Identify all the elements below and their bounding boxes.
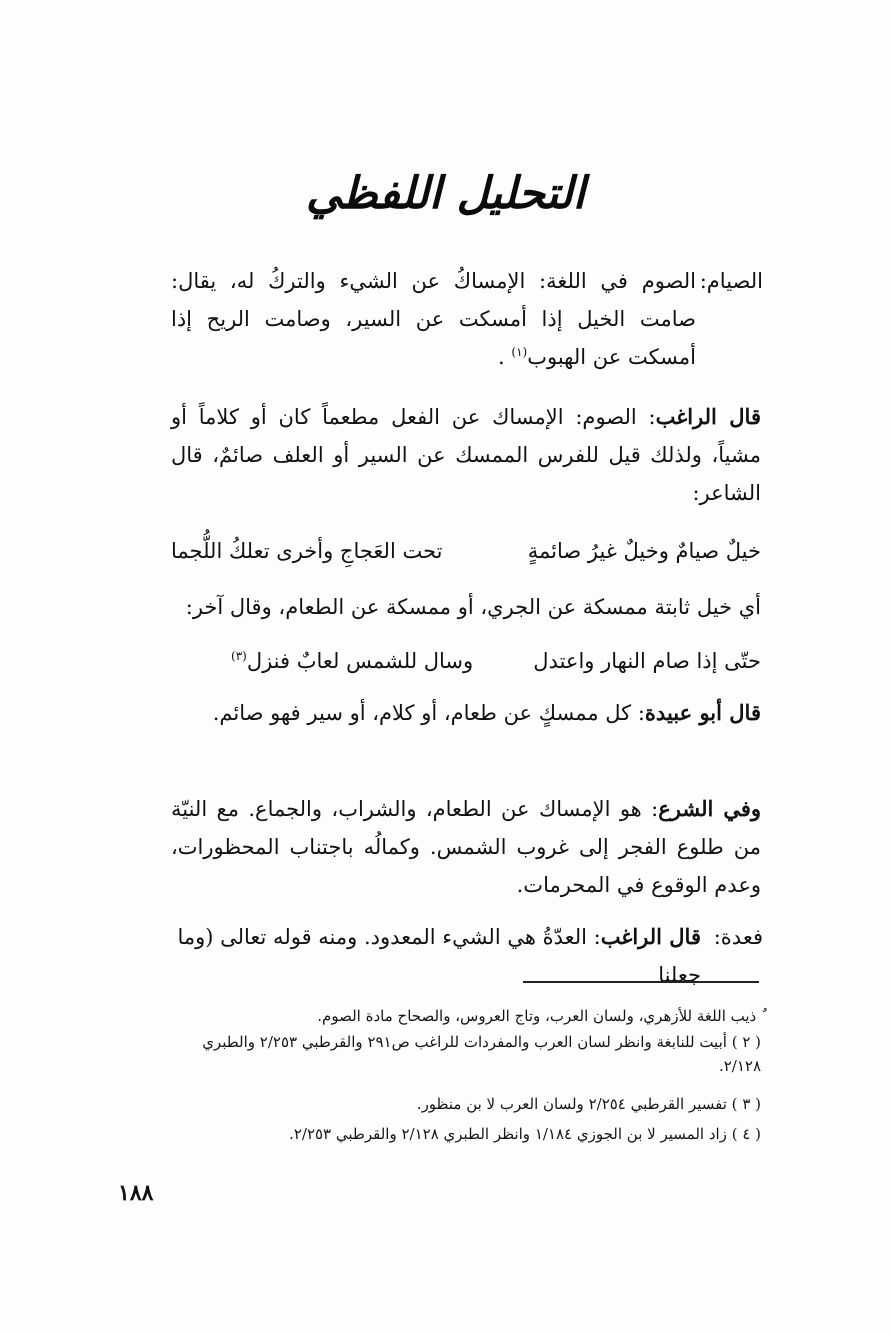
footnote-4: ( ٤ ) زاد المسير لا بن الجوزي ١/١٨٤ وانظر الطبري ٢/١٢٨ والقرطبي ٢/٢٥٣. bbox=[289, 1125, 761, 1143]
paragraph-abu-ubaida bbox=[171, 694, 761, 732]
page-number: ١٨٨ bbox=[118, 1180, 154, 1206]
verse-hemistich-1: خيلٌ صيامٌ وخيلٌ غيرُ صائمةٍ bbox=[527, 539, 761, 563]
author-name: قال أبو عبيدة bbox=[644, 700, 761, 725]
footnote-3: ( ٣ ) تفسير القرطبي ٢/٢٥٤ ولسان العرب لا بن منظور. bbox=[416, 1095, 761, 1113]
paragraph-text: : كل ممسكٍ عن طعام، أو كلام، أو سير فهو صائم. bbox=[212, 701, 645, 725]
author-name: قال الراغب bbox=[655, 404, 761, 429]
footnote-1: ٌ ذيب اللغة للأزهري، ولسان العرب، وتاج العروس، والصحاح مادة الصوم. bbox=[317, 1007, 761, 1025]
footnote-2: ( ٢ ) أبيت للنابغة وانظر لسان العرب والمفردات للراغب ص٢٩١ والقرطبي ٢/٢٥٣ والطبري ٢/١٢٨. bbox=[202, 1033, 761, 1075]
footnote-divider bbox=[523, 981, 759, 983]
paragraph-raghib bbox=[171, 398, 761, 512]
author-name: قال الراغب bbox=[600, 924, 701, 949]
paragraph-text: الصوم في اللغة: الإمساكُ عن الشيء والتركُ له، يقال: صامت الخيل إذا أمسكت عن السير، وصامت الريح إذا أمسكت عن الهبوب bbox=[171, 269, 696, 369]
paragraph-siyam-language bbox=[171, 262, 696, 376]
paragraph-text: : الصوم: الإمساك عن الفعل مطعماً كان أو كلاماً أو مشياً، ولذلك قيل للفرس الممسك عن السير أو العلف صائمٌ، قال الشاعر: bbox=[171, 405, 761, 505]
term-siyam: الصيام: bbox=[699, 269, 763, 293]
verse-hemistich-1: حتّى إذا صام النهار واعتدل bbox=[533, 649, 761, 673]
paragraph-explanation bbox=[171, 588, 761, 626]
verse-1 bbox=[171, 532, 761, 570]
footnote-ref-1: (١) bbox=[511, 345, 528, 359]
term-idda: فعدة: bbox=[713, 925, 763, 949]
verse-text: وسال للشمس لعابٌ فنزل bbox=[246, 649, 474, 673]
verse-2 bbox=[171, 642, 761, 680]
footnote-ref-3: (٣) bbox=[231, 649, 247, 663]
paragraph-text: : العدّةُ هي الشيء المعدود. ومنه قوله تعالى (وما جعلنا bbox=[177, 925, 701, 987]
paragraph-text: أي خيل ثابتة ممسكة عن الجري، أو ممسكة عن الطعام، وقال آخر: bbox=[185, 595, 761, 619]
verse-hemistich-2: تحت العَجاجِ وأخرى تعلكُ اللُّجما bbox=[171, 539, 443, 563]
paragraph-end: . bbox=[498, 345, 512, 369]
paragraph-sharia bbox=[171, 790, 761, 904]
verse-hemistich-2 bbox=[231, 642, 473, 680]
page-title: التحليل اللفظي bbox=[305, 168, 586, 219]
paragraph-text: : هو الإمساك عن الطعام، والشراب، والجماع. مع النيّة من طلوع الفجر إلى غروب الشمس. وكمالُه باجتناب المحظورات، وعدم الوقوع في المحرمات. bbox=[171, 797, 761, 897]
section-lead: وفي الشرع bbox=[658, 796, 762, 821]
